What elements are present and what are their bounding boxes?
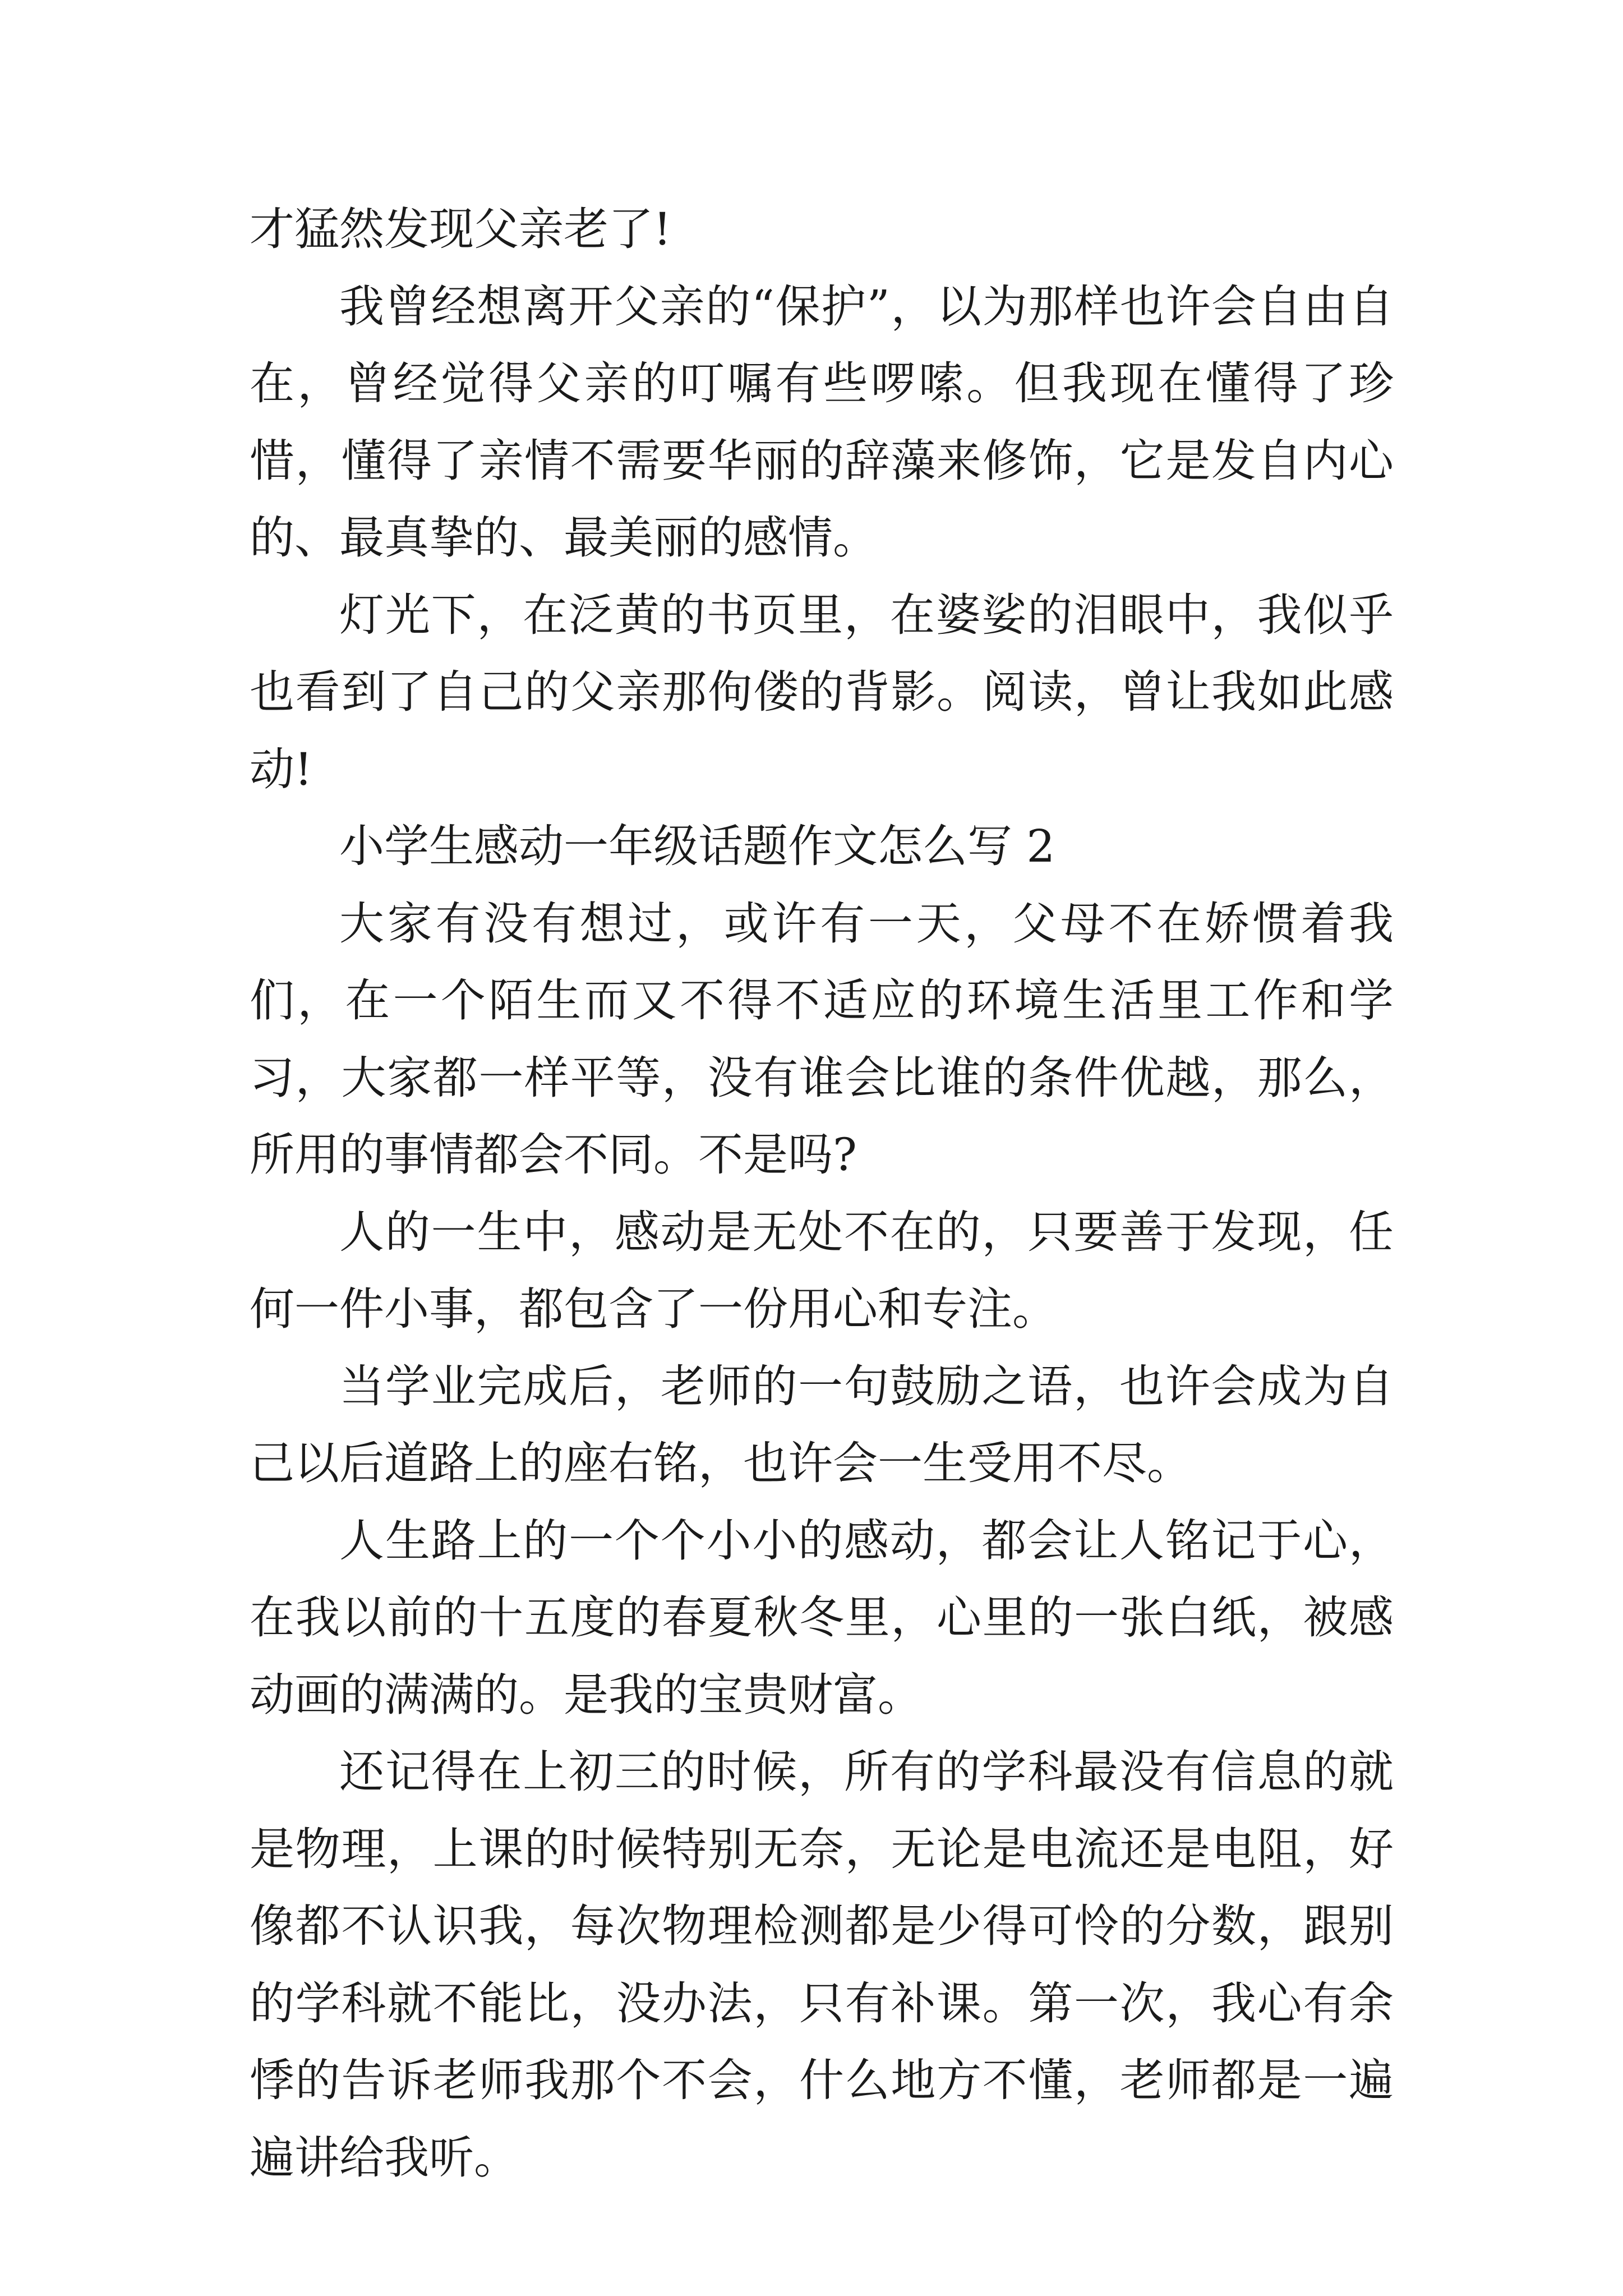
paragraph-6: 当学业完成后，老师的一句鼓励之语，也许会成为自己以后道路上的座右铭，也许会一生受用不尽。 [250,1360,1394,1489]
document-body [250,191,1394,2196]
paragraph-2: 我曾经想离开父亲的“保护”，以为那样也许会自由自在，曾经觉得父亲的叮嘱有些啰嗦。但我现在懂得了珍惜，懂得了亲情不需要华丽的辞藻来修饰，它是发自内心的、最真挚的、最美丽的感情。 [250,280,1394,564]
paragraph-5: 人的一生中，感动是无处不在的，只要善于发现，任何一件小事，都包含了一份用心和专注。 [250,1205,1394,1335]
paragraph-7: 人生路上的一个个小小的感动，都会让人铭记于心，在我以前的十五度的春夏秋冬里，心里的一张白纸，被感动画的满满的。是我的宝贵财富。 [250,1514,1394,1721]
section-heading: 小学生感动一年级话题作文怎么写 2 [339,820,1055,872]
paragraph-8: 还记得在上初三的时候，所有的学科最没有信息的就是物理，上课的时候特别无奈，无论是电流还是电阻，好像都不认识我，每次物理检测都是少得可怜的分数，跟别的学科就不能比，没办法，只有补课。第一次，我心有余悸的告诉老师我那个不会，什么地方不懂，老师都是一遍遍讲给我听。 [250,1746,1394,2184]
paragraph-3: 灯光下，在泛黄的书页里，在婆娑的泪眼中，我似乎也看到了自己的父亲那佝偻的背影。阅读，曾让我如此感动! [250,588,1394,795]
paragraph-1: 才猛然发现父亲老了! [250,203,672,255]
paragraph-4: 大家有没有想过，或许有一天，父母不在娇惯着我们，在一个陌生而又不得不适应的环境生活里工作和学习，大家都一样平等，没有谁会比谁的条件优越，那么，所用的事情都会不同。不是吗? [250,897,1394,1181]
